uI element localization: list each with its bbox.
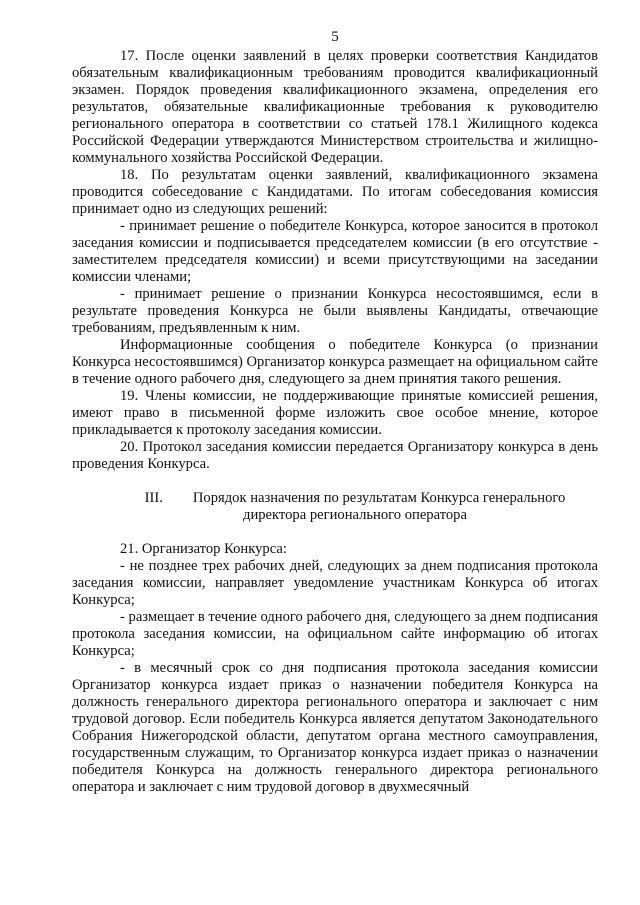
section-number: III.: [144, 490, 163, 506]
paragraph-18-info: Информационные сообщения о победителе Конкурса (о признании Конкурса несостоявшимся) Организатор конкурса размещает на официальном сайте в течение одного рабочего дня, следующего за днем принятия такого решения.: [72, 337, 598, 387]
paragraph-21-item-appoint: - в месячный срок со дня подписания протокола заседания комиссии Организатор конкурса издает приказ о назначении победителя Конкурса на должность генерального директора регионального оператора и заключает с ним трудовой договор. Если победитель Конкурса является депутатом Законодательного Собрания Нижегородской области, депутатом органа местного самоуправления, государственным служащим, то Организатор конкурса издает приказ о назначении победителя Конкурса на должность генерального директора регионального оператора и заключает с ним трудовой договор в двухмесячный: [72, 660, 598, 795]
paragraph-19: 19. Члены комиссии, не поддерживающие принятые комиссией решения, имеют право в письменной форме изложить свое особое мнение, которое прикладывается к протоколу заседания комиссии.: [72, 388, 598, 438]
page-number: 5: [331, 29, 339, 45]
paragraph-17: 17. После оценки заявлений в целях проверки соответствия Кандидатов обязательным квалификационным требованиям проводится квалификационный экзамен. Порядок проведения квалификационного экзамена, определения его результатов, обязательные квалификационные требования к руководителю регионального оператора в соответствии со статьей 178.1 Жилищного кодекса Российской Федерации утверждаются Министерством строительства и жилищно-коммунального хозяйства Российской Федерации.: [72, 48, 598, 166]
section-heading: [72, 490, 598, 524]
paragraph-21-item-notify: - не позднее трех рабочих дней, следующих за днем подписания протокола заседания комиссии, направляет уведомление участникам Конкурса об итогах Конкурса;: [72, 558, 598, 608]
paragraph-18-item-winner: - принимает решение о победителе Конкурса, которое заносится в протокол заседания комиссии и подписывается председателем комиссии (в его отсутствие - заместителем председателя комиссии) и всеми присутствующими на заседании комиссии членами;: [72, 218, 598, 285]
section-title-line-2: директора регионального оператора: [243, 507, 467, 523]
paragraph-20: 20. Протокол заседания комиссии передается Организатору конкурса в день проведения Конкурса.: [72, 439, 598, 472]
paragraph-21: 21. Организатор Конкурса:: [120, 541, 287, 557]
paragraph-21-item-publish: - размещает в течение одного рабочего дня, следующего за днем подписания протокола заседания комиссии, на официальном сайте информацию об итогах Конкурса;: [72, 609, 598, 659]
section-title-line-1: Порядок назначения по результатам Конкурса генерального: [192, 490, 566, 506]
paragraph-18: 18. По результатам оценки заявлений, квалификационного экзамена проводится собеседование с Кандидатами. По итогам собеседования комиссия принимает одно из следующих решений:: [72, 167, 598, 217]
paragraph-18-item-failed: - принимает решение о признании Конкурса несостоявшимся, если в результате проведения Конкурса не были выявлены Кандидаты, отвечающие требованиям, предъявленным к ним.: [72, 286, 598, 336]
